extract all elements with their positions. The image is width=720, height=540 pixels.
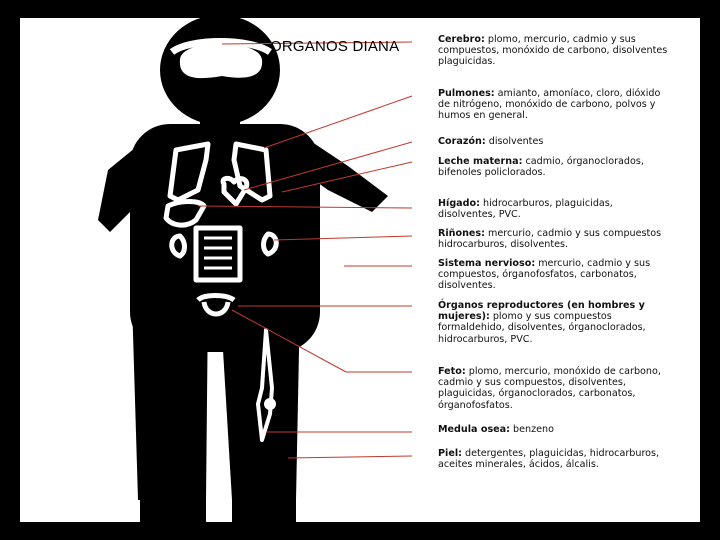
entry-label: Leche materna: <box>438 156 523 167</box>
entry-organos-reproductores <box>438 300 670 345</box>
entry-text: plomo, mercurio, monóxido de carbono, cadmio y sus compuestos, disolventes, plaguicidas, órganoclorados, carbonatos, órganofosfatos. <box>438 366 661 411</box>
entry-label: Medula osea: <box>438 424 510 435</box>
entry-text: amianto, amoníaco, cloro, dióxido de nitrógeno, monóxido de carbono, polvos y humos en general. <box>438 88 661 122</box>
entry-label: Corazón: <box>438 136 486 147</box>
right-foot <box>232 500 296 522</box>
entry-label: Cerebro: <box>438 34 485 45</box>
entry-label: Órganos reproductores (en hombres y mujeres): <box>438 300 645 323</box>
entry-text: plomo y sus compuestos formaldehido, disolventes, órganoclorados, hidrocarburos, PVC. <box>438 311 646 345</box>
entry-text: plomo, mercurio, cadmio y sus compuestos, monóxido de carbono, disolventes plaguicidas. <box>438 34 668 68</box>
diagram-panel <box>20 18 700 522</box>
entry-piel <box>438 448 670 470</box>
leader-line-pulmones <box>264 96 412 148</box>
entry-feto <box>438 366 670 411</box>
entry-rinones <box>438 228 670 250</box>
entry-pulmones <box>438 88 670 122</box>
entry-label: Hígado: <box>438 198 480 209</box>
entry-label: Sistema nervioso: <box>438 258 536 269</box>
entry-text: mercurio, cadmio y sus compuestos hidrocarburos, disolventes. <box>438 228 662 251</box>
entry-medula-osea <box>438 424 670 435</box>
entry-text: detergentes, plaguicidas, hidrocarburos, aceites minerales, ácidos, álcalis. <box>438 448 660 471</box>
entry-cerebro <box>438 34 670 68</box>
leader-line-piel <box>288 456 412 458</box>
knee-joint-icon <box>264 398 276 410</box>
entry-corazon <box>438 136 670 147</box>
entry-sistema-nervioso <box>438 258 670 292</box>
body-silhouette <box>98 18 388 522</box>
entry-text: hidrocarburos, plaguicidas, disolventes, PVC. <box>438 198 613 221</box>
left-foot <box>140 500 206 522</box>
entry-label: Pulmones: <box>438 88 495 99</box>
entry-text: disolventes <box>485 136 544 147</box>
entry-higado <box>438 198 670 220</box>
entry-label: Riñones: <box>438 228 485 239</box>
entry-label: Piel: <box>438 448 462 459</box>
page-title: ORGANOS DIANA <box>270 38 400 55</box>
left-leg <box>132 300 208 500</box>
entry-text: benzeno <box>509 424 554 435</box>
entry-text: cadmio, órganoclorados, bifenoles policlorados. <box>438 156 644 179</box>
entry-leche-materna <box>438 156 670 178</box>
brain-icon <box>180 44 262 79</box>
entry-text: mercurio, cadmio y sus compuestos, órganofosfatos, carbonatos, disolventes. <box>438 258 651 292</box>
entry-label: Feto: <box>438 366 466 377</box>
